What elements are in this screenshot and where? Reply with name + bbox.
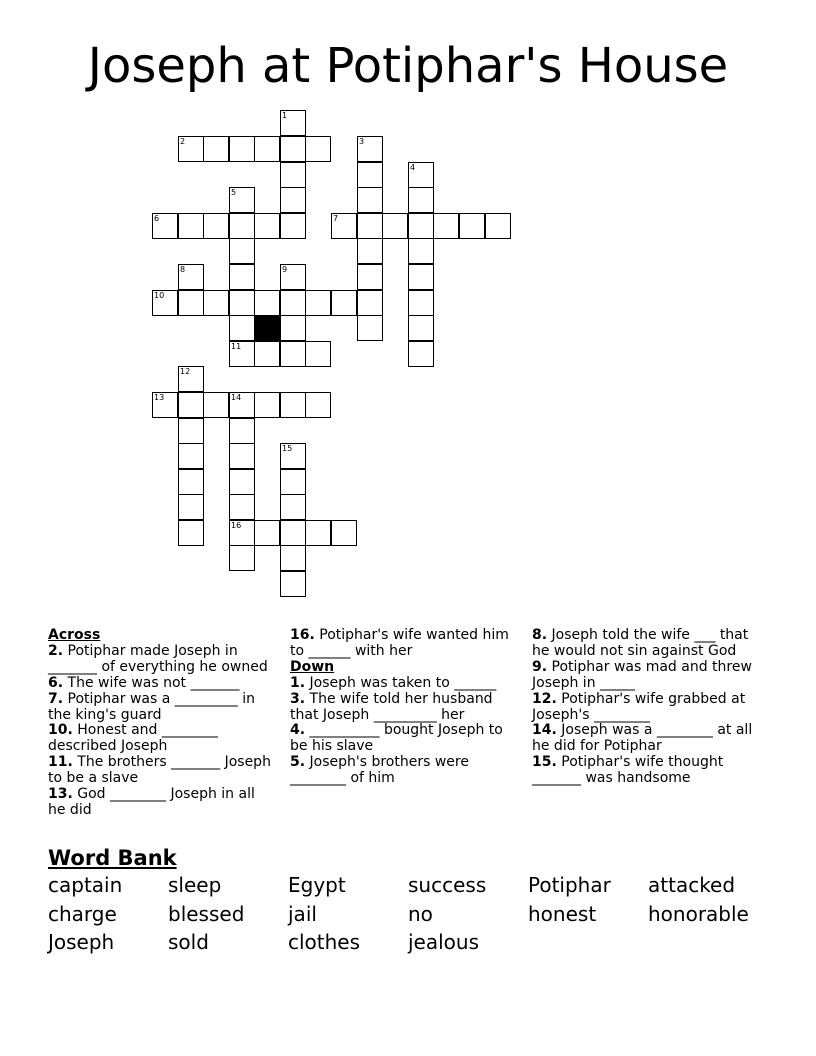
clue-number: 3 [359, 137, 365, 146]
word-bank-word: sleep [168, 873, 222, 897]
clues-column-3 [532, 628, 760, 787]
word-bank-word: honest [528, 901, 597, 926]
grid-cell[interactable] [280, 136, 306, 162]
clue [48, 692, 276, 724]
page-title: Joseph at Potiphar's House [87, 38, 729, 94]
grid-cell[interactable] [408, 264, 434, 290]
word-bank-word: sold [168, 930, 209, 954]
grid-cell[interactable] [280, 392, 306, 418]
grid-cell[interactable] [229, 469, 255, 495]
grid-cell[interactable] [433, 213, 459, 239]
clue-text: The brothers _______ Joseph to be a slave [48, 754, 271, 787]
word-bank-word: honorable [648, 901, 749, 926]
grid-cell[interactable] [305, 520, 331, 546]
clue [290, 723, 518, 755]
clue-num: 14. [532, 722, 557, 739]
clue-number: 7 [333, 214, 339, 223]
clue [532, 692, 760, 724]
clue-number: 8 [180, 265, 186, 274]
word-bank-word: success [408, 873, 487, 897]
grid-cell[interactable] [203, 290, 229, 316]
word-bank-word: attacked [648, 873, 736, 897]
grid-cell[interactable] [254, 392, 280, 418]
grid-cell[interactable] [203, 136, 229, 162]
grid-cell[interactable] [331, 520, 357, 546]
clue-num: 10. [48, 722, 73, 739]
grid-cell[interactable] [305, 392, 331, 418]
grid-cell[interactable] [229, 238, 255, 264]
grid-cell[interactable] [280, 545, 306, 571]
clue-text: The wife told her husband that Joseph _________ her [290, 690, 493, 723]
clue [48, 644, 276, 676]
clue-num: 5. [290, 754, 306, 771]
clue-text: God ________ Joseph in all he did [48, 786, 255, 818]
clue-number: 2 [180, 137, 186, 146]
grid-cell[interactable] [357, 213, 383, 239]
clue [532, 660, 760, 692]
clue-number: 6 [154, 214, 160, 223]
clue-text: Potiphar's wife grabbed at Joseph's ________ [532, 690, 746, 723]
clue [290, 676, 518, 692]
clue-number: 5 [231, 188, 237, 197]
word-bank-word: Potiphar [528, 873, 611, 897]
clue-num: 3. [290, 690, 306, 707]
clue-text: Potiphar made Joseph in _______ of everything he owned [48, 642, 268, 675]
word-bank-word: no [408, 901, 433, 926]
down-heading: Down [290, 658, 335, 675]
grid-cell[interactable] [254, 213, 280, 239]
clue [48, 787, 276, 819]
clue-text: Honest and ________ described Joseph [48, 722, 218, 755]
clue [532, 628, 760, 660]
clue-text: Joseph's brothers were ________ of him [290, 754, 469, 787]
clue-text: Potiphar was mad and threw Joseph in _____ [532, 658, 752, 691]
clue-text: Potiphar's wife thought _______ was handsome [532, 754, 724, 787]
grid-cell[interactable] [408, 213, 434, 239]
clue-num: 6. [48, 674, 64, 691]
grid-cell[interactable] [203, 392, 229, 418]
down-clue-list [290, 676, 518, 787]
clue-number: 14 [231, 393, 242, 402]
grid-cell[interactable] [331, 290, 357, 316]
clue [532, 755, 760, 787]
word-bank-word: Joseph [48, 930, 115, 954]
clue [48, 723, 276, 755]
clues-column-2 [290, 628, 518, 787]
grid-cell[interactable] [254, 520, 280, 546]
clue-number: 11 [231, 342, 242, 351]
grid-cell[interactable] [229, 443, 255, 469]
grid-cell[interactable] [280, 469, 306, 495]
clue [290, 692, 518, 724]
grid-cell[interactable] [254, 341, 280, 367]
grid-cell[interactable] [229, 264, 255, 290]
grid-cell[interactable] [408, 290, 434, 316]
grid-cell[interactable] [280, 520, 306, 546]
clue-number: 4 [410, 163, 416, 172]
down-clue-list-continued [532, 628, 760, 787]
grid-cell[interactable] [357, 238, 383, 264]
word-bank-word: jealous [408, 930, 480, 954]
word-bank-word: Egypt [288, 873, 346, 897]
grid-cell[interactable] [280, 213, 306, 239]
grid-cell[interactable] [305, 290, 331, 316]
grid-cell[interactable] [485, 213, 511, 239]
clue-text: The wife was not _______ [63, 674, 240, 691]
grid-cell[interactable] [254, 136, 280, 162]
clue [290, 755, 518, 787]
grid-cell[interactable] [203, 213, 229, 239]
grid-cell[interactable] [382, 213, 408, 239]
grid-cell[interactable] [178, 392, 204, 418]
grid-cell[interactable] [408, 315, 434, 341]
clue-num: 4. [290, 722, 306, 739]
across-clue-list-continued [290, 628, 518, 660]
grid-cell[interactable] [178, 290, 204, 316]
word-bank-word: blessed [168, 901, 245, 926]
clue-number: 12 [180, 367, 191, 376]
clue-number: 1 [282, 111, 288, 120]
grid-cell[interactable] [459, 213, 485, 239]
grid-cell[interactable] [357, 162, 383, 188]
clue-num: 7. [48, 690, 64, 707]
clue-text: Potiphar was a _________ in the king's guard [48, 690, 255, 723]
grid-cell[interactable] [229, 136, 255, 162]
grid-cell[interactable] [178, 494, 204, 520]
grid-cell[interactable] [408, 187, 434, 213]
clue-number: 16 [231, 521, 242, 530]
grid-cell[interactable] [178, 418, 204, 444]
grid-cell[interactable] [280, 290, 306, 316]
clue [532, 723, 760, 755]
grid-cell[interactable] [178, 213, 204, 239]
word-bank-word: clothes [288, 930, 361, 954]
clue-number: 13 [154, 393, 165, 402]
word-bank-title: Word Bank [48, 846, 177, 870]
grid-cell[interactable] [357, 187, 383, 213]
clue-num: 13. [48, 786, 73, 803]
clue-num: 11. [48, 754, 73, 771]
grid-cell[interactable] [280, 315, 306, 341]
clue-num: 12. [532, 690, 557, 707]
grid-cell[interactable] [305, 136, 331, 162]
clue-text: __________ bought Joseph to be his slave [290, 722, 503, 755]
grid-cell[interactable] [280, 494, 306, 520]
grid-cell[interactable] [408, 341, 434, 367]
word-bank-word: charge [48, 901, 117, 926]
across-clue-list [48, 644, 276, 819]
grid-cell[interactable] [178, 469, 204, 495]
grid-cell[interactable] [408, 238, 434, 264]
clues-column-1 [48, 628, 276, 819]
grid-cell[interactable] [178, 443, 204, 469]
clue [290, 628, 518, 660]
grid-cell[interactable] [229, 315, 255, 341]
clue-num: 16. [290, 627, 315, 643]
grid-cell[interactable] [178, 520, 204, 546]
clue-text: Potiphar's wife wanted him to ______ with her [290, 627, 509, 659]
grid-cell[interactable] [229, 290, 255, 316]
clue-text: Joseph was a ________ at all he did for Potiphar [532, 722, 753, 755]
clue-num: 9. [532, 658, 548, 675]
word-bank-word: captain [48, 873, 123, 897]
clue-num: 1. [290, 674, 306, 691]
clue-number: 15 [282, 444, 293, 453]
grid-cell[interactable] [305, 341, 331, 367]
grid-cell[interactable] [254, 290, 280, 316]
clue [48, 755, 276, 787]
grid-cell[interactable] [229, 545, 255, 571]
grid-cell[interactable] [229, 494, 255, 520]
across-heading: Across [48, 627, 101, 643]
clue-num: 8. [532, 627, 548, 643]
grid-cell[interactable] [280, 341, 306, 367]
grid-cell[interactable] [280, 571, 306, 597]
word-bank-word: jail [288, 901, 317, 926]
grid-cell[interactable] [280, 187, 306, 213]
grid-cell[interactable] [357, 264, 383, 290]
grid-cell[interactable] [357, 315, 383, 341]
black-cell [254, 315, 280, 341]
grid-cell[interactable] [280, 162, 306, 188]
clue-number: 10 [154, 291, 165, 300]
clue-num: 2. [48, 642, 64, 659]
clue-text: Joseph told the wife ___ that he would not sin against God [532, 627, 749, 659]
clue-number: 9 [282, 265, 288, 274]
clue-num: 15. [532, 754, 557, 771]
grid-cell[interactable] [357, 290, 383, 316]
grid-cell[interactable] [229, 418, 255, 444]
clue [48, 676, 276, 692]
grid-cell[interactable] [229, 213, 255, 239]
clue-text: Joseph was taken to ______ [305, 674, 497, 691]
